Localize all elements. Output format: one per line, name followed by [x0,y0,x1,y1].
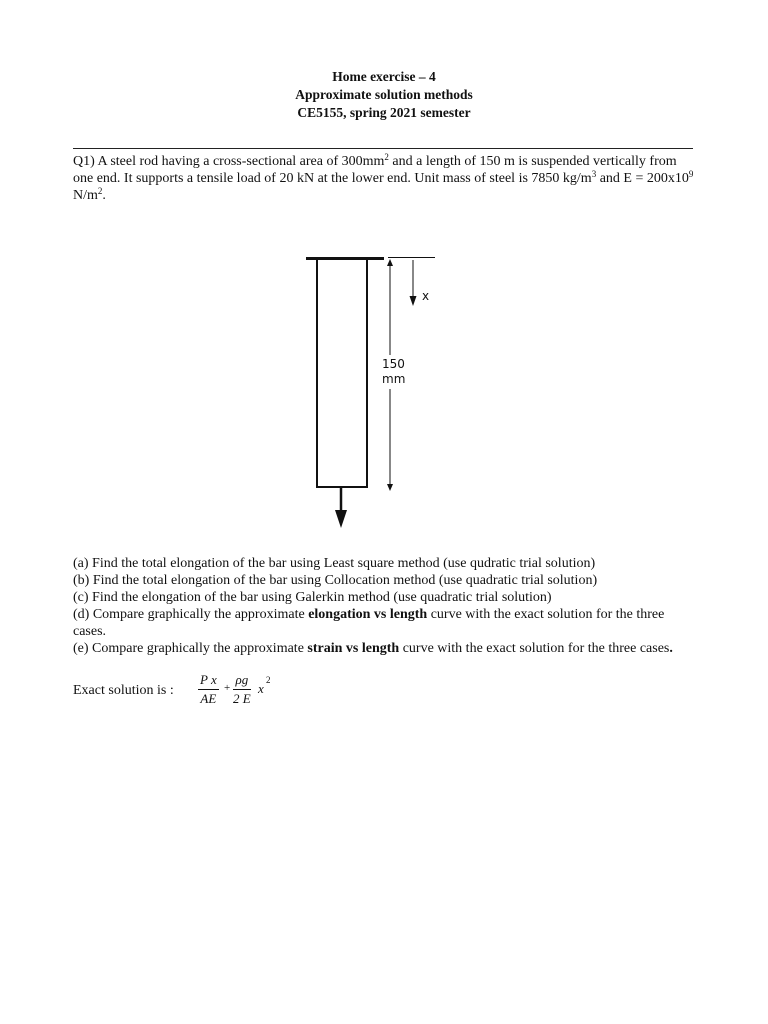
part-e-suffix: curve with the exact solution for the three cases [399,641,670,656]
plus-operator: + [224,682,231,694]
q1-text-part1: Q1) A steel rod having a cross-sectional area of 300mm [73,154,385,169]
q1-sup-area: 2 [384,152,389,162]
question-1-text [73,153,698,204]
horizontal-rule [73,148,693,149]
q1-sup-exponent: 9 [688,169,694,179]
q1-text-part4: N/m [73,188,98,203]
fraction-1-numerator: P x [198,672,219,690]
header-subtitle: Approximate solution methods [295,87,473,102]
rod-diagram [300,252,440,532]
part-e [73,640,698,657]
part-d [73,606,698,640]
part-d-emphasis: elongation vs length [308,607,428,622]
x-label: x [422,289,430,303]
exact-solution-formula [198,672,288,712]
fraction-2-denominator: 2 E [233,691,251,706]
fraction-weight-term [233,672,251,707]
part-b: (b) Find the total elongation of the bar using Collocation method (use quadratic trial solution) [73,573,598,588]
exact-solution-label: Exact solution is : [73,683,174,698]
x-arrow-head [410,296,417,306]
question-parts [73,555,698,657]
fraction-2-numerator: ρg [233,672,251,690]
part-e-prefix: (e) Compare graphically the approximate [73,641,308,656]
load-arrow-head [335,510,347,528]
part-e-emphasis: strain vs length [307,641,400,656]
rod-diagram-svg [300,252,440,532]
header-title: Home exercise – 4 [332,69,436,84]
rod-body [317,259,367,487]
q1-text-part3: and E = 200x10 [596,171,689,186]
length-unit-label: mm [382,372,406,386]
part-e-period: . [669,641,673,656]
document-header [0,68,768,122]
q1-sup-area-unit: 2 [97,186,103,196]
q1-text-part5: . [102,188,106,203]
part-a: (a) Find the total elongation of the bar using Least square method (use qudratic trial solution) [73,556,596,571]
length-value-label: 150 [382,357,405,371]
formula-variable-x: x [258,681,264,696]
part-d-prefix: (d) Compare graphically the approximate [73,607,309,622]
fraction-load-term [198,672,219,707]
part-c: (c) Find the elongation of the bar using Galerkin method (use quadratic trial solution) [73,590,552,605]
q1-text-part2: and a length of 150 m is suspended vertically from one end. It supports a tensile load of 20 kN at the lower end. Unit mass of steel is 7850 kg/m [73,154,677,186]
dimension-arrow-top [387,259,393,266]
formula-exponent: 2 [266,675,271,685]
header-course: CE5155, spring 2021 semester [297,105,471,120]
dimension-arrow-bottom [387,484,393,491]
part-d-suffix: curve with the exact solution for the three cases. [73,607,665,639]
fraction-1-denominator: AE [200,691,217,706]
question-1-paragraph [73,153,698,204]
q1-sup-volume: 3 [591,169,597,179]
